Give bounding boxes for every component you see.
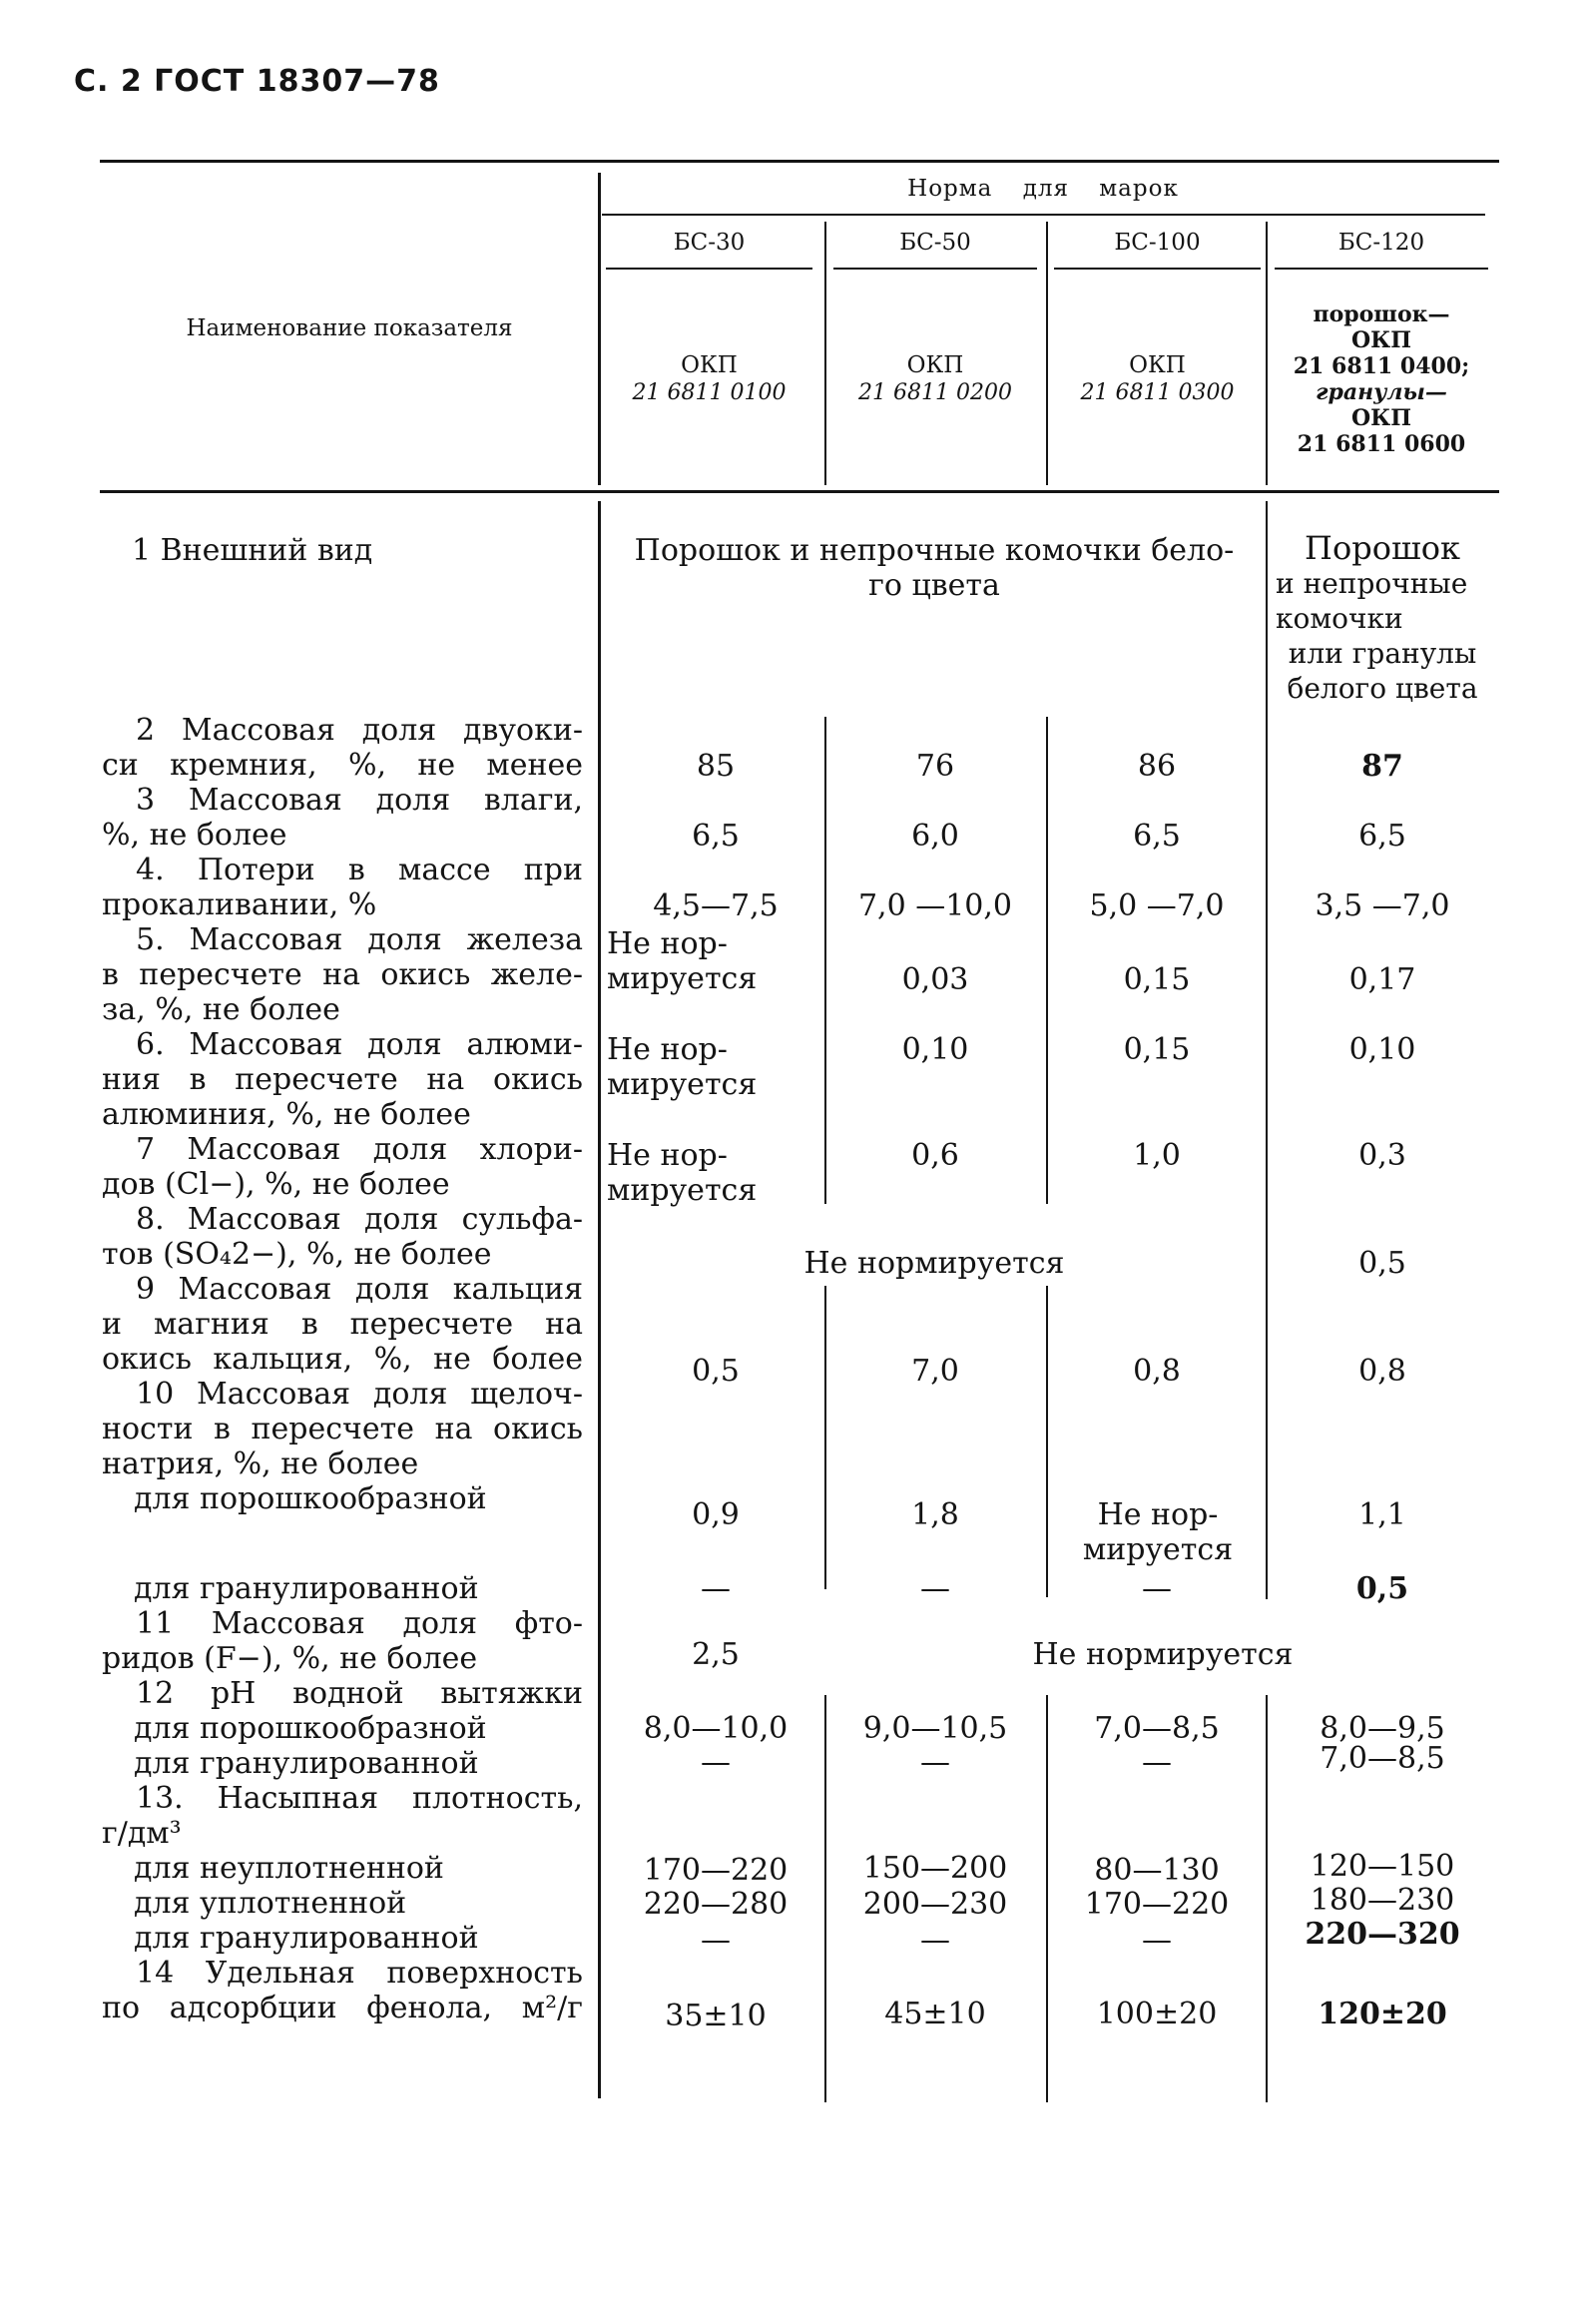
row13-sub2-bs30: 220—280 [643, 1887, 789, 1922]
row12-sub1-bs120: 8,0—9,5 [1320, 1711, 1445, 1746]
row8-name-0: 8. Массовая доля сульфа- [136, 1202, 583, 1237]
row10-sub1-name: для порошкообразной [134, 1481, 487, 1516]
row6-bs120: 0,10 [1348, 1032, 1416, 1067]
row2-bs120: 87 [1361, 749, 1403, 784]
row1-bs120-line: белого цвета [1287, 672, 1478, 705]
row12-sub2-bs50: — [920, 1745, 950, 1780]
header-bottom-rule [100, 490, 1499, 493]
row2-name-0: 2 Массовая доля двуоки- [136, 713, 583, 748]
okp-line: гранулы— [1316, 379, 1447, 405]
row9-bs30: 0,5 [692, 1354, 740, 1389]
body-vline-2c [1046, 1695, 1048, 2102]
row3-bs30: 6,5 [692, 819, 740, 854]
row1-name: 1 Внешний вид [132, 533, 373, 568]
brand-rule-1 [606, 268, 812, 270]
row13-sub1-bs120: 120—150 [1310, 1849, 1455, 1884]
brand-rule-3 [1054, 268, 1261, 270]
okp-code: 21 6811 0100 [632, 380, 787, 405]
row13-sub3-bs50: — [920, 1923, 950, 1958]
row5-bs100: 0,15 [1123, 962, 1191, 997]
row14-bs50: 45±10 [884, 1997, 986, 2031]
row1-bs120-line: и непрочные [1276, 567, 1468, 600]
brand-rule-2 [833, 268, 1037, 270]
row7-bs30: Не нор- мируется [607, 1138, 758, 1208]
body-vline-1a [824, 717, 826, 1204]
row3-bs100: 6,5 [1133, 819, 1181, 854]
row4-bs30: 4,5—7,5 [653, 888, 779, 923]
row11-name-0: 11 Массовая доля фто- [136, 1606, 583, 1641]
indicator-names-3 [102, 1571, 583, 2025]
row12-sub2-bs30: — [701, 1745, 731, 1780]
row10-sub1-bs30: 0,9 [692, 1497, 740, 1532]
row11-name-1: ридов (F−), %, не более [102, 1641, 478, 1676]
row10-sub2-bs30: — [701, 1571, 731, 1606]
row1-bs120-line: Порошок [1305, 529, 1460, 567]
body-vline-2b [1046, 1286, 1048, 1597]
body-vline-3b [1266, 1695, 1268, 2102]
row3-bs50: 6,0 [911, 819, 959, 854]
row14-bs30: 35±10 [665, 1999, 767, 2033]
row1-bs120-line: или гранулы [1288, 637, 1477, 670]
okp-bs30 [606, 352, 812, 406]
row8-span-value: Не нормируется [803, 1246, 1065, 1281]
row10-name-1: ности в пересчете на окись [102, 1412, 583, 1446]
row13-sub1-bs100: 80—130 [1094, 1853, 1220, 1888]
row10-name-2: натрия, %, не более [102, 1446, 419, 1481]
page-header: С. 2 ГОСТ 18307—78 [74, 64, 440, 99]
row6-bs100: 0,15 [1123, 1032, 1191, 1067]
okp-bs50 [833, 352, 1037, 406]
row12-sub2-bs120: 7,0—8,5 [1320, 1741, 1445, 1776]
row14-bs100: 100±20 [1096, 1997, 1218, 2031]
brand-bs100: БС-100 [1114, 230, 1201, 256]
row10-sub2-name: для гранулированной [134, 1571, 479, 1606]
row1-bs120-value [1270, 531, 1495, 706]
row4-bs120: 3,5 —7,0 [1315, 888, 1450, 923]
table-top-rule [100, 160, 1499, 163]
okp-label: ОКП [1129, 352, 1186, 378]
row13-sub3-bs120: 220—320 [1305, 1917, 1460, 1952]
row2-bs100: 86 [1137, 749, 1177, 784]
row13-sub3-bs100: — [1142, 1923, 1172, 1958]
body-vline-3 [1266, 501, 1268, 1599]
row12-sub1-name: для порошкообразной [134, 1711, 487, 1746]
row5-name-1: в пересчете на окись желе- [102, 957, 583, 992]
row2-bs50: 76 [915, 749, 955, 784]
row13-sub1-bs30: 170—220 [643, 1853, 789, 1888]
row14-name-1: по адсорбции фенола, м²/г [102, 1991, 583, 2025]
row14-name-0: 14 Удельная поверхность [136, 1956, 583, 1991]
okp-line: порошок— [1313, 301, 1450, 327]
row12-sub1-bs50: 9,0—10,5 [862, 1711, 1008, 1746]
header-vline-0 [598, 173, 601, 485]
body-vline-1c [824, 1695, 826, 2102]
row9-bs50: 7,0 [911, 1354, 959, 1389]
row6-bs50: 0,10 [901, 1032, 969, 1067]
row5-name-0: 5. Массовая доля железа [136, 922, 583, 957]
row7-bs100: 1,0 [1133, 1138, 1181, 1173]
row13-name-1: г/дм³ [102, 1816, 182, 1851]
row9-bs100: 0,8 [1133, 1354, 1181, 1389]
row6-bs30: Не нор- мируется [607, 1032, 758, 1102]
row5-bs120: 0,17 [1348, 962, 1416, 997]
okp-line: 21 6811 0400; [1293, 353, 1470, 379]
header-vline-3 [1266, 222, 1268, 485]
row13-sub2-bs120: 180—230 [1310, 1883, 1455, 1918]
okp-code: 21 6811 0200 [858, 380, 1012, 405]
row13-sub1-bs50: 150—200 [862, 1851, 1008, 1886]
row12-sub1-bs30: 8,0—10,0 [643, 1711, 789, 1746]
row9-name-1: и магния в пересчете на [102, 1307, 583, 1342]
row12-sub1-bs100: 7,0—8,5 [1094, 1711, 1220, 1746]
row11-span-value: Не нормируется [1032, 1637, 1294, 1672]
row2-bs30: 85 [696, 749, 736, 784]
row10-sub1-bs120: 1,1 [1358, 1497, 1406, 1532]
row4-name-0: 4. Потери в массе при [136, 853, 583, 887]
body-vline-2a [1046, 717, 1048, 1204]
body-vline-0 [598, 501, 601, 2098]
row3-name-0: 3 Массовая доля влаги, [136, 783, 583, 818]
body-vline-1b [824, 1286, 826, 1589]
row4-bs100: 5,0 —7,0 [1089, 888, 1225, 923]
row8-bs120: 0,5 [1358, 1246, 1406, 1281]
okp-bs100 [1054, 352, 1261, 406]
row14-bs120: 120±20 [1318, 1997, 1447, 2031]
row2-name-1: си кремния, %, не менее [102, 748, 583, 783]
okp-label: ОКП [681, 352, 738, 378]
row9-bs120: 0,8 [1358, 1354, 1406, 1389]
row12-name-0: 12 pH водной вытяжки [136, 1676, 583, 1711]
row10-sub2-bs50: — [920, 1571, 950, 1606]
row13-sub2-bs100: 170—220 [1084, 1887, 1230, 1922]
brand-bs120: БС-120 [1337, 230, 1425, 256]
name-column-header: Наименование показателя [186, 315, 513, 341]
row10-sub2-bs100: — [1142, 1571, 1172, 1606]
norm-header-rule [602, 214, 1485, 216]
okp-line: ОКП [1351, 327, 1411, 353]
row13-sub2-bs50: 200—230 [862, 1887, 1008, 1922]
row6-name-1: ния в пересчете на окись [102, 1062, 583, 1097]
row13-sub1-name: для неуплотненной [134, 1851, 444, 1886]
row5-name-2: за, %, не более [102, 992, 340, 1027]
row1-span-line: Порошок и непрочные комочки бело- [634, 533, 1235, 568]
row12-sub2-name: для гранулированной [134, 1746, 479, 1781]
row13-sub3-bs30: — [701, 1923, 731, 1958]
okp-line: 21 6811 0600 [1297, 431, 1466, 457]
row7-name-1: дов (Cl−), %, не более [102, 1167, 450, 1202]
indicator-names-2 [102, 713, 583, 1516]
row9-name-2: окись кальция, %, не более [102, 1342, 583, 1377]
brand-bs30: БС-30 [673, 230, 746, 256]
row10-sub1-bs100: Не нор- мируется [1082, 1497, 1234, 1567]
row4-bs50: 7,0 —10,0 [857, 888, 1013, 923]
row3-name-1: %, не более [102, 818, 287, 853]
row3-bs120: 6,5 [1358, 819, 1406, 854]
row10-name-0: 10 Массовая доля щелоч- [136, 1377, 583, 1412]
row6-name-0: 6. Массовая доля алюми- [136, 1027, 583, 1062]
header-vline-2 [1046, 222, 1048, 485]
row1-span-value [605, 533, 1264, 603]
row13-sub2-name: для уплотненной [134, 1886, 407, 1921]
okp-bs120 [1275, 301, 1488, 457]
row7-bs50: 0,6 [911, 1138, 959, 1173]
row13-name-0: 13. Насыпная плотность, [136, 1781, 583, 1816]
brand-rule-4 [1275, 268, 1488, 270]
row12-sub2-bs100: — [1142, 1745, 1172, 1780]
row10-sub1-bs50: 1,8 [911, 1497, 959, 1532]
okp-label: ОКП [906, 352, 964, 378]
okp-code: 21 6811 0300 [1080, 380, 1235, 405]
row9-name-0: 9 Массовая доля кальция [136, 1272, 583, 1307]
brand-bs50: БС-50 [899, 230, 971, 256]
row10-sub2-bs120: 0,5 [1355, 1571, 1409, 1606]
row4-name-1: прокаливании, % [102, 887, 377, 922]
row1-span-line: го цвета [868, 568, 1000, 603]
row5-bs30: Не нор- мируется [607, 926, 758, 996]
row11-bs30: 2,5 [692, 1637, 740, 1672]
row8-name-1: тов (SO₄2−), %, не более [102, 1237, 492, 1272]
row7-name-0: 7 Массовая доля хлори- [136, 1132, 583, 1167]
norm-column-header: Норма для марок [907, 176, 1179, 202]
row7-bs120: 0,3 [1358, 1138, 1406, 1173]
row1-bs120-line: комочки [1276, 602, 1403, 635]
row6-name-2: алюминия, %, не более [102, 1097, 471, 1132]
row5-bs50: 0,03 [901, 962, 969, 997]
row13-sub3-name: для гранулированной [134, 1921, 479, 1956]
indicator-names [102, 533, 583, 568]
header-vline-1 [824, 222, 826, 485]
okp-line: ОКП [1351, 405, 1411, 431]
